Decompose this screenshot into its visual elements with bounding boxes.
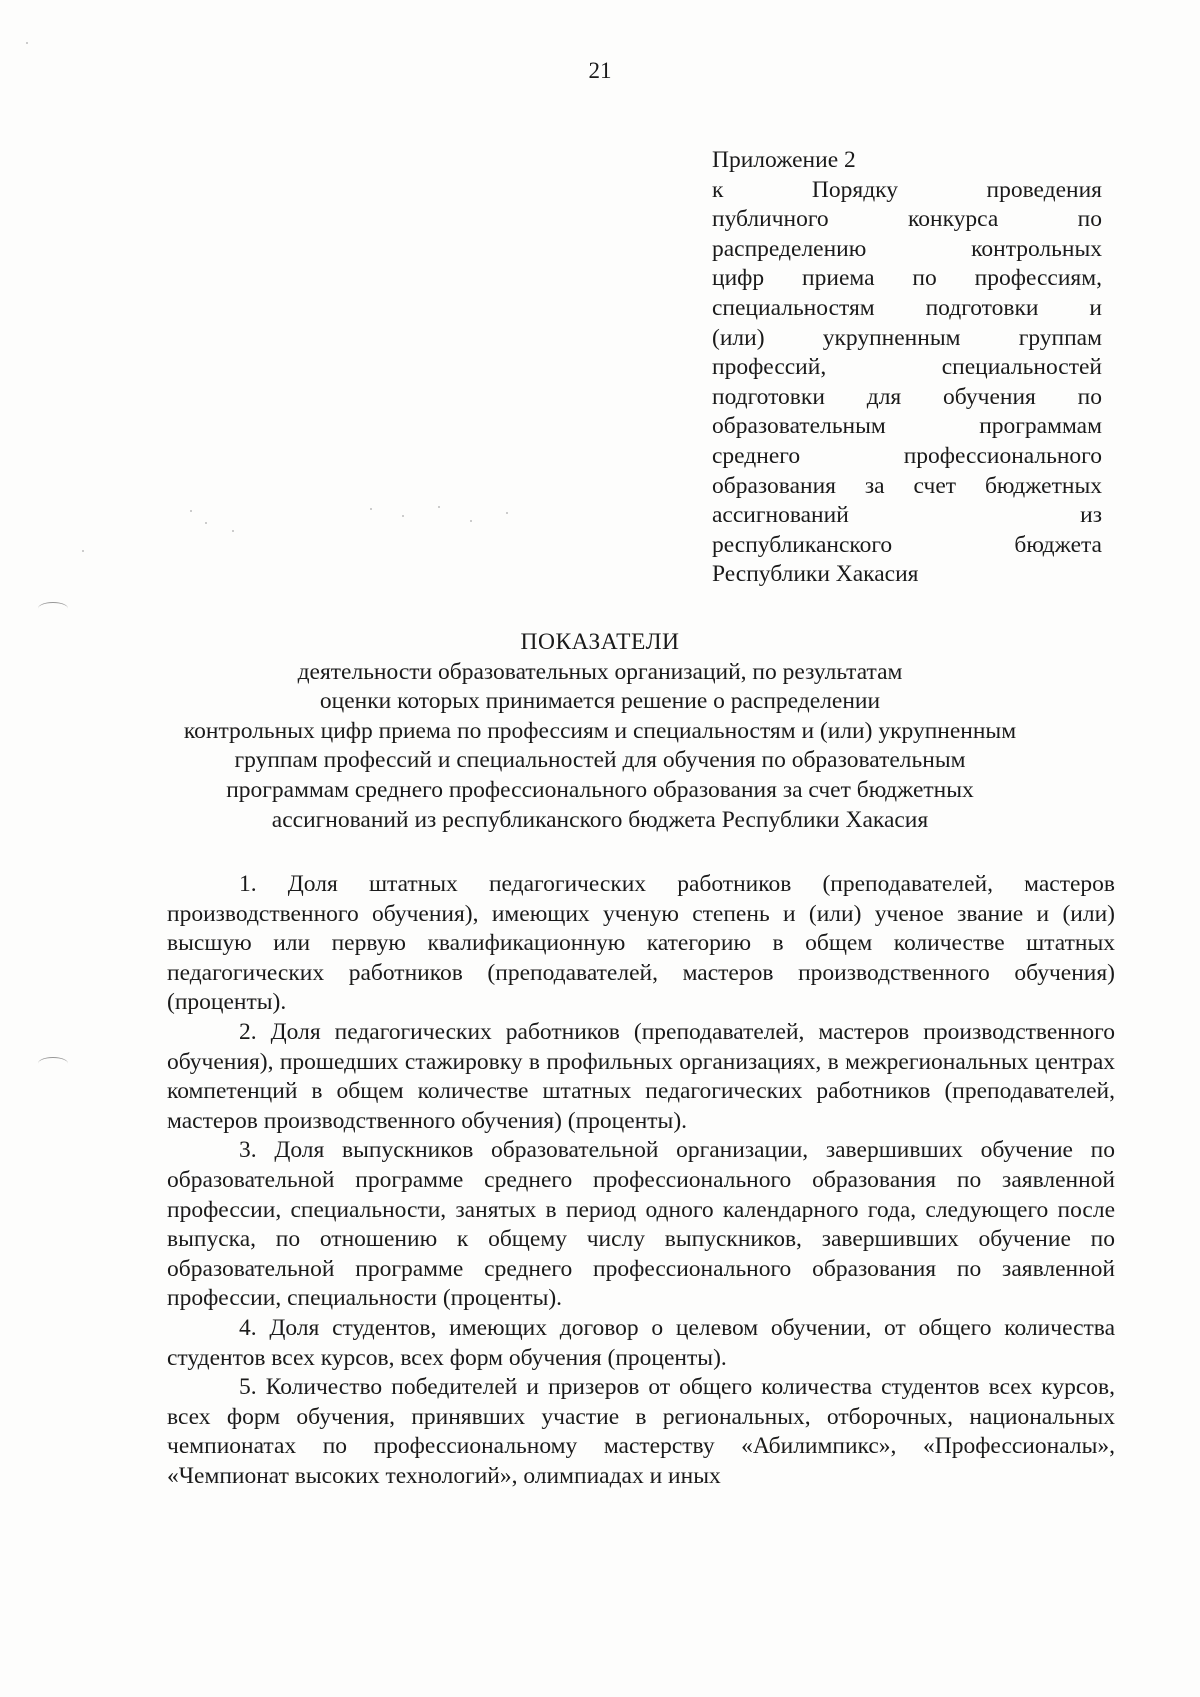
appendix-line: Приложение 2 (712, 147, 856, 173)
page-number: 21 (588, 58, 612, 83)
scan-speck (82, 550, 84, 552)
document-heading (0, 628, 1200, 835)
scan-speck (402, 515, 404, 517)
scan-speck (205, 522, 207, 524)
scan-mark (38, 602, 68, 615)
heading-line: деятельности образовательных организаций, по результатам (297, 658, 903, 685)
indicator-paragraph: 3. Доля выпускников образовательной организации, завершивших обучение по образовательной программе среднего профессионального образования по заявленной профессии, специальности, занятых в период одного календарного года, следующего после выпуска, по отношению к общему числу выпускников, завершивших обучение по образовательной программе среднего профессионального образования по заявленной профессии, специальности (проценты). (167, 1137, 1115, 1312)
appendix-line: среднего профессионального (712, 442, 1102, 469)
appendix-line: образования за счет бюджетных (712, 472, 1102, 499)
appendix-line: публичного конкурса по (712, 206, 1102, 233)
scan-speck (26, 42, 28, 44)
appendix-line: цифр приема по профессиям, (712, 265, 1102, 292)
heading-line: ассигнований из республиканского бюджета Республики Хакасия (271, 806, 929, 833)
appendix-line: республиканского бюджета (712, 531, 1102, 558)
scan-speck (506, 512, 508, 514)
indicator-list (167, 870, 1115, 1491)
appendix-line: специальностям подготовки и (712, 294, 1102, 321)
heading-line: программам среднего профессионального образования за счет бюджетных (226, 776, 974, 803)
indicator-paragraph: 2. Доля педагогических работников (преподавателей, мастеров производственного обучения), прошедших стажировку в профильных организациях, в межрегиональных центрах компетенций в общем количестве штатных педагогических работников (преподавателей, мастеров производственного обучения) (проценты). (167, 1018, 1115, 1134)
heading-line: оценки которых принимается решение о распределении (319, 688, 881, 715)
scan-speck (438, 506, 440, 508)
heading-line: группам профессий и специальностей для обучения по образовательным (234, 747, 966, 774)
appendix-line: подготовки для обучения по (712, 383, 1102, 410)
scan-speck (190, 510, 192, 512)
appendix-note (712, 146, 1102, 590)
indicator-paragraph: 1. Доля штатных педагогических работников (преподавателей, мастеров производственного обучения), имеющих ученую степень и (или) ученое звание и (или) высшую или первую квалификационную категорию в общем количестве штатных педагогических работников (преподавателей, мастеров производственного обучения) (проценты). (167, 871, 1115, 1016)
appendix-line: к Порядку проведения (712, 176, 1102, 203)
indicator-paragraph: 5. Количество победителей и призеров от общего количества студентов всех курсов, всех форм обучения, принявших участие в региональных, отборочных, национальных чемпионатах по профессиональному мастерству «Абилимпикс», «Профессионалы», «Чемпионат высоких технологий», олимпиадах и иных (167, 1374, 1115, 1489)
appendix-line: распределению контрольных (712, 235, 1102, 262)
scan-speck (232, 530, 234, 532)
scan-speck (470, 520, 472, 522)
appendix-line: Республики Хакасия (712, 561, 919, 588)
appendix-line: образовательным программам (712, 413, 1102, 440)
heading-line: контрольных цифр приема по профессиям и специальностям и (или) укрупненным (183, 717, 1017, 744)
appendix-line: (или) укрупненным группам (712, 324, 1102, 351)
heading-title: ПОКАЗАТЕЛИ (520, 629, 680, 655)
indicator-paragraph: 4. Доля студентов, имеющих договор о целевом обучении, от общего количества студентов всех курсов, всех форм обучения (проценты). (167, 1314, 1115, 1371)
appendix-line: профессий, специальностей (712, 354, 1102, 381)
scan-speck (370, 508, 372, 510)
scan-mark (38, 1057, 68, 1070)
appendix-line: ассигнований из (712, 502, 1102, 529)
